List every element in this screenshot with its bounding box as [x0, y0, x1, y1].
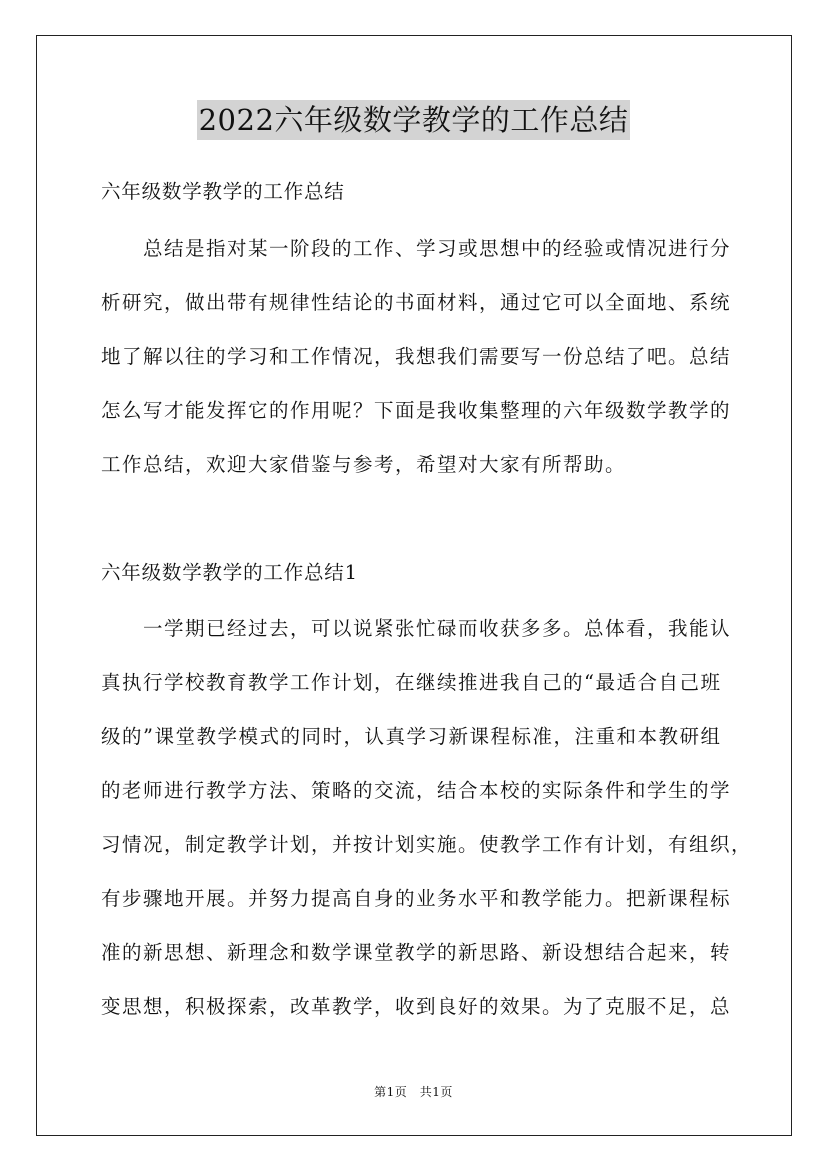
paragraph-line: 准的新思想、新理念和数学课堂教学的新思路、新设想结合起来，转	[101, 941, 732, 964]
paragraph-line: 地了解以往的学习和工作情况，我想我们需要写一份总结了吧。总结	[101, 345, 732, 368]
title-area	[0, 100, 827, 140]
paragraph-line: 的老师进行教学方法、策略的交流，结合本校的实际条件和学生的学	[101, 779, 732, 802]
intro-paragraph	[101, 222, 738, 492]
section1-heading: 六年级数学教学的工作总结1	[101, 561, 358, 584]
paragraph-line: 析研究，做出带有规律性结论的书面材料，通过它可以全面地、系统	[101, 291, 732, 314]
paragraph-line: 有步骤地开展。并努力提高自身的业务水平和教学能力。把新课程标	[101, 887, 732, 910]
page-number-label: 第1页 共1页	[374, 1085, 453, 1099]
section-heading: 六年级数学教学的工作总结	[101, 180, 345, 203]
paragraph-line: 习情况，制定教学计划，并按计划实施。使教学工作有计划，有组织，	[101, 833, 753, 856]
section1-paragraph	[101, 602, 753, 1034]
paragraph-line: 变思想，积极探索，改革教学，收到良好的效果。为了克服不足，总	[101, 995, 732, 1018]
paragraph-line: 总结是指对某一阶段的工作、学习或思想中的经验或情况进行分	[101, 237, 732, 260]
document-title: 2022六年级数学教学的工作总结	[197, 100, 631, 140]
section-heading-block	[101, 177, 738, 207]
paragraph-line: 工作总结，欢迎大家借鉴与参考，希望对大家有所帮助。	[101, 453, 627, 476]
paragraph-line: 真执行学校教育教学工作计划，在继续推进我自己的“最适合自己班	[101, 671, 722, 694]
page-footer	[0, 1083, 827, 1100]
section1-heading-block	[101, 558, 738, 588]
paragraph-line: 级的”课堂教学模式的同时，认真学习新课程标准，注重和本教研组	[101, 725, 722, 748]
paragraph-line: 一学期已经过去，可以说紧张忙碌而收获多多。总体看，我能认	[101, 617, 732, 640]
paragraph-line: 怎么写才能发挥它的作用呢？下面是我收集整理的六年级数学教学的	[101, 399, 732, 422]
